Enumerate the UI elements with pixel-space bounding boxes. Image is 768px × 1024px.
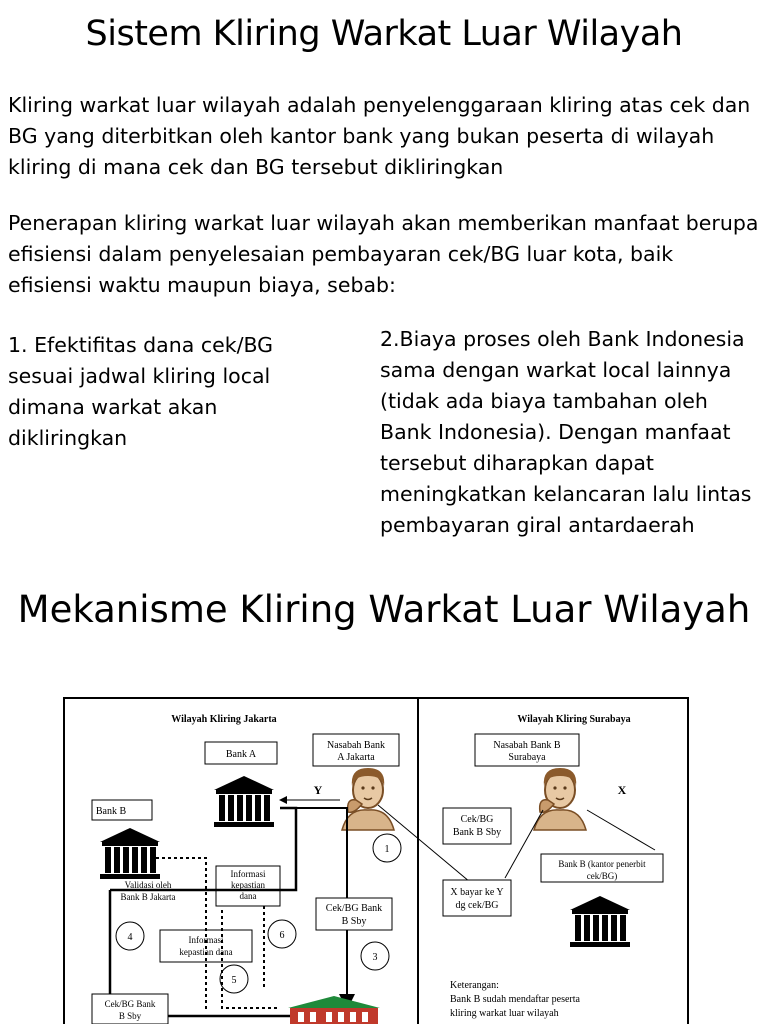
label-y: Y bbox=[313, 783, 323, 797]
bank-indonesia-building-icon bbox=[288, 996, 380, 1024]
keterangan-text: Bank B sudah mendaftar peserta bbox=[450, 994, 580, 1005]
nasabah-b-person-icon bbox=[534, 768, 586, 830]
x-bayar-label: X bayar ke Y bbox=[450, 887, 504, 898]
cek-bg-bank-b-label: Cek/BG Bank bbox=[104, 999, 156, 1009]
info-kepastian-dana-label: Informasi bbox=[188, 935, 224, 945]
info-kepastian-dana-label-2: kepastian dana bbox=[179, 947, 233, 957]
cek-bg-bank-label-2: B Sby bbox=[341, 916, 367, 927]
region-right-label: Wilayah Kliring Surabaya bbox=[517, 714, 631, 725]
step-6-marker: 6 bbox=[279, 930, 285, 941]
bank-b-issuer-label-2: cek/BG) bbox=[586, 871, 618, 881]
step-3-marker: 3 bbox=[372, 952, 378, 963]
bank-a-building-icon bbox=[214, 776, 274, 827]
keterangan-label: Keterangan: bbox=[450, 980, 499, 991]
cek-bg-bank-b-label-2: B Sby bbox=[118, 1011, 142, 1021]
benefit-paragraph: Penerapan kliring warkat luar wilayah akan memberikan manfaat berupa efisiensi dalam penyelesaian pembayaran cek/BG luar kota, baik efisiensi waktu maupun biaya, sebab: bbox=[8, 211, 759, 297]
benefit-point-2: 2.Biaya proses oleh Bank Indonesia sama dengan warkat local lainnya (tidak ada biaya tambahan oleh Bank Indonesia). Dengan manfaat tersebut diharapkan dapat meningkatkan kelancaran lalu lintas pembayaran giral antardaerah bbox=[380, 327, 752, 537]
keterangan-text-2: kliring warkat luar wilayah bbox=[450, 1008, 559, 1019]
nasabah-a-label-2: A Jakarta bbox=[337, 752, 375, 763]
nasabah-b-label-2: Surabaya bbox=[508, 752, 546, 763]
bank-b-jakarta-building-icon bbox=[100, 828, 160, 879]
info-kepastian-label: Informasi bbox=[230, 869, 266, 879]
step-5-marker: 5 bbox=[231, 975, 237, 986]
nasabah-a-person-icon bbox=[342, 768, 394, 830]
nasabah-b-label: Nasabah Bank B bbox=[493, 740, 561, 751]
x-bayar-label-2: dg cek/BG bbox=[455, 900, 499, 911]
step-1-marker: 1 bbox=[384, 844, 390, 855]
validasi-label-2: Bank B Jakarta bbox=[120, 892, 176, 902]
definition-paragraph: Kliring warkat luar wilayah adalah penyelenggaraan kliring atas cek dan BG yang diterbitkan oleh kantor bank yang bukan peserta di wilayah kliring di mana cek dan BG tersebut dikliringkan bbox=[8, 93, 751, 179]
region-left-label: Wilayah Kliring Jakarta bbox=[171, 714, 277, 725]
info-kepastian-label-2: kepastian bbox=[231, 880, 265, 890]
mechanism-title: Mekanisme Kliring Warkat Luar Wilayah bbox=[17, 588, 751, 631]
bank-b-surabaya-building-icon bbox=[570, 896, 630, 947]
nasabah-a-label: Nasabah Bank bbox=[326, 740, 386, 751]
label-x: X bbox=[617, 783, 627, 797]
validasi-label: Validasi oleh bbox=[124, 880, 172, 890]
bank-a-label: Bank A bbox=[225, 749, 257, 760]
cek-bg-bank-label: Cek/BG Bank bbox=[325, 903, 383, 914]
bank-b-issuer-label: Bank B (kantor penerbit bbox=[558, 859, 646, 869]
info-kepastian-label-3: dana bbox=[239, 891, 257, 901]
cek-bg-sby-label-2: Bank B Sby bbox=[452, 827, 502, 838]
slide-title: Sistem Kliring Warkat Luar Wilayah bbox=[85, 14, 683, 54]
clearing-mechanism-diagram bbox=[0, 690, 768, 1024]
bank-b-label: Bank B bbox=[95, 806, 127, 817]
benefit-point-1: 1. Efektifitas dana cek/BG sesuai jadwal kliring local dimana warkat akan dikliringkan bbox=[8, 333, 274, 450]
step-4-marker: 4 bbox=[127, 932, 133, 943]
cek-bg-sby-label: Cek/BG bbox=[460, 814, 494, 825]
